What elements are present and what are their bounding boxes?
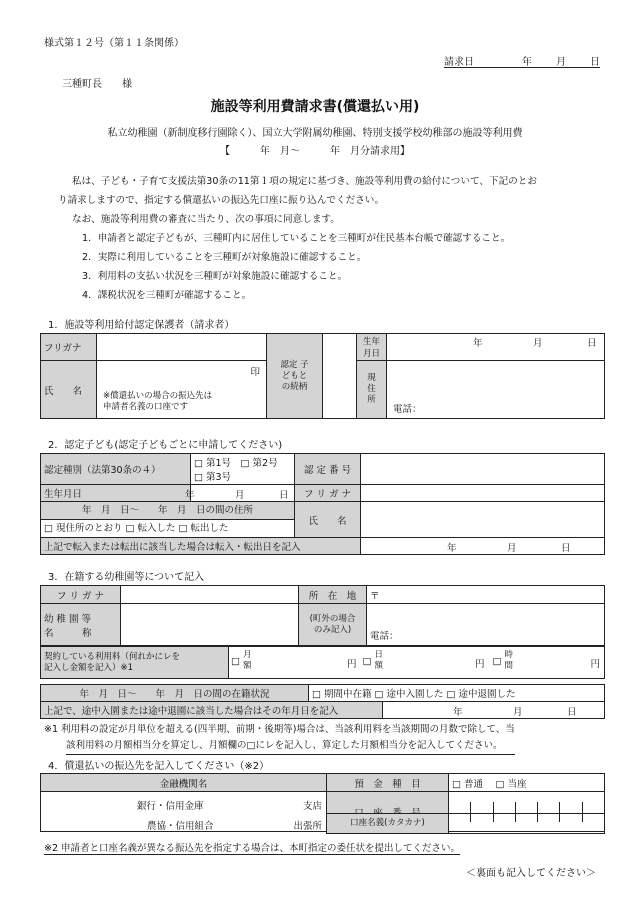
move-date-field[interactable]: 年 月 日 [361, 538, 605, 555]
child-dob-label: 生年月日 [41, 485, 191, 502]
daily-fee-field[interactable]: □ 日 額 円 [363, 647, 493, 679]
account-name-label: 口座名義(カタカナ) [327, 814, 449, 834]
guardian-table [40, 333, 605, 419]
relation-label: 認定 子 どもと の続柄 [267, 334, 323, 419]
page-title: 施設等利用費請求書(償還払い用) [210, 99, 420, 115]
location-label: 所 在 地 [299, 586, 367, 604]
kinder-name-field[interactable] [121, 604, 299, 646]
kinder-furigana-field[interactable] [121, 586, 299, 604]
bank-name-field[interactable]: 銀行・信用金庫 農協・信用組合 支店 出張所 [41, 792, 327, 832]
bank-name-label: 金融機関名 [41, 774, 327, 792]
seal-mark: 印 [250, 367, 260, 378]
note2: ※2 申請者と口座名義が異なる振込先を指定する場合は、本町指定の委任状を提出してください。 [44, 840, 460, 855]
guardian-name-field[interactable] [97, 361, 267, 419]
cert-type-options[interactable]: □ 第1号 □ 第2号 □ 第3号 [191, 454, 295, 485]
cert-type-label: 認定種別（法第30条の４） [41, 454, 191, 485]
account-note: ※償還払いの場合の振込先は 申請者名義の口座です [103, 391, 213, 412]
period-address-cell [41, 502, 295, 538]
guardian-address-field[interactable]: 電話： [387, 361, 605, 419]
mid-date-label: 上記で、途中入園または途中退園に該当した場合はその年月日を記入 [41, 702, 383, 719]
move-date-label: 上記で転入または転出に該当した場合は転入・転出日を記入 [41, 538, 361, 555]
kinder-name-label: 幼 稚 園 等 名 称 [41, 604, 121, 646]
guardian-furigana-field[interactable] [97, 334, 267, 361]
fee-table [40, 646, 605, 679]
form-number: 様式第１２号（第１１条関係） [44, 38, 184, 49]
enrollment-table [40, 684, 605, 719]
furigana-label: フリガナ [41, 334, 97, 361]
intro-text: 私は、子ども・子育て支援法第30条の11第１項の規定に基づき、施設等利用費の給付について、下記のとお り請求しますので、指定する償還払いの振込先口座に振り込んでください。 なお、施設等利用費の審査に当たり、次の事項に同意します。 1．申請者と認定子どもが、三種町内に居住していることを三種町が住民基本台帳で確認すること。 2．実際に利用していることを三種町が対象施設に確認すること。 3．利用料の支払い状況を三種町が対象施設に確認すること。 4．課税状況を三種町が確認すること。 [58, 176, 537, 301]
kinder-furigana-label: フ リ ガ ナ [41, 586, 121, 604]
monthly-fee-field[interactable]: □ 月 額 円 [229, 647, 363, 679]
name-label: 氏 名 [41, 361, 97, 419]
cert-no-label: 認 定 番 号 [295, 454, 361, 485]
subtitle: 私立幼稚園（新制度移行園除く）、国立大学附属幼稚園、特別支援学校幼稚部の施設等利用費 [107, 128, 523, 139]
relation-field[interactable] [323, 334, 357, 419]
outside-note: (町外の場合 のみ記入) [299, 604, 367, 646]
request-date: 請求日 年 月 日 [444, 53, 600, 68]
child-name-field[interactable] [361, 502, 605, 538]
child-name-label: 氏 名 [295, 502, 361, 538]
address-label: 現 住 所 [357, 361, 387, 419]
deposit-type-label: 預 金 種 目 [327, 774, 449, 792]
account-name-field[interactable] [449, 814, 605, 834]
mayor-address: 三種町長 様 [62, 79, 132, 90]
dob-label: 生年月日 [357, 334, 387, 361]
section3-heading: 3．在籍する幼稚園等について記入 [48, 572, 205, 583]
location-field[interactable]: 〒 [367, 586, 605, 604]
fee-label: 契約している利用料（何れかにレを 記入し金額を記入）※1 [41, 647, 229, 679]
cert-no-field[interactable] [361, 454, 605, 485]
mid-date-field[interactable]: 年 月 日 [383, 702, 605, 719]
address-options[interactable]: □ 現住所のとおり □ 転入した □ 転出した [44, 523, 229, 534]
child-dob-field[interactable]: 年 月 日 [191, 485, 295, 502]
note1: ※1 利用料の設定が月単位を超える(四半期、前期・後期等)場合は、当該利用料を当該期間の月数で除して、当 該利用料の月額相当分を算定し、月額欄の□にレを記入し、算定した月額相当分を記入してください。 [44, 722, 515, 755]
account-name-table [326, 813, 605, 834]
child-furigana-field[interactable] [361, 485, 605, 502]
section4-heading: 4．償還払いの振込先を記入してください（※2） [48, 761, 270, 772]
section1-heading: 1．施設等利用給付認定保護者（請求者） [48, 320, 235, 331]
child-furigana-label: フ リ ガ ナ [295, 485, 361, 502]
deposit-type-options[interactable]: □ 普通 □ 当座 [449, 774, 605, 792]
enroll-options[interactable]: □ 期間中在籍 □ 途中入園した □ 途中退園した [309, 685, 605, 702]
location-detail-field[interactable]: 電話： [367, 604, 605, 646]
guardian-dob-field[interactable]: 年 月 日 [387, 334, 605, 361]
child-table [40, 453, 605, 555]
period-address-label: 年 月 日〜 年 月 日の間の住所 [41, 502, 294, 520]
kinder-table [40, 585, 605, 646]
back-side-note: ＜裏面も記入してください＞ [466, 868, 596, 879]
enroll-period-label: 年 月 日〜 年 月 日の間の在籍状況 [41, 685, 309, 702]
period-line: 【 年 月〜 年 月分請求用】 [220, 146, 410, 157]
hourly-fee-field[interactable]: □ 時 間 円 [493, 647, 605, 679]
section2-heading: 2．認定子ども(認定子どもごとに申請してください) [48, 440, 283, 451]
